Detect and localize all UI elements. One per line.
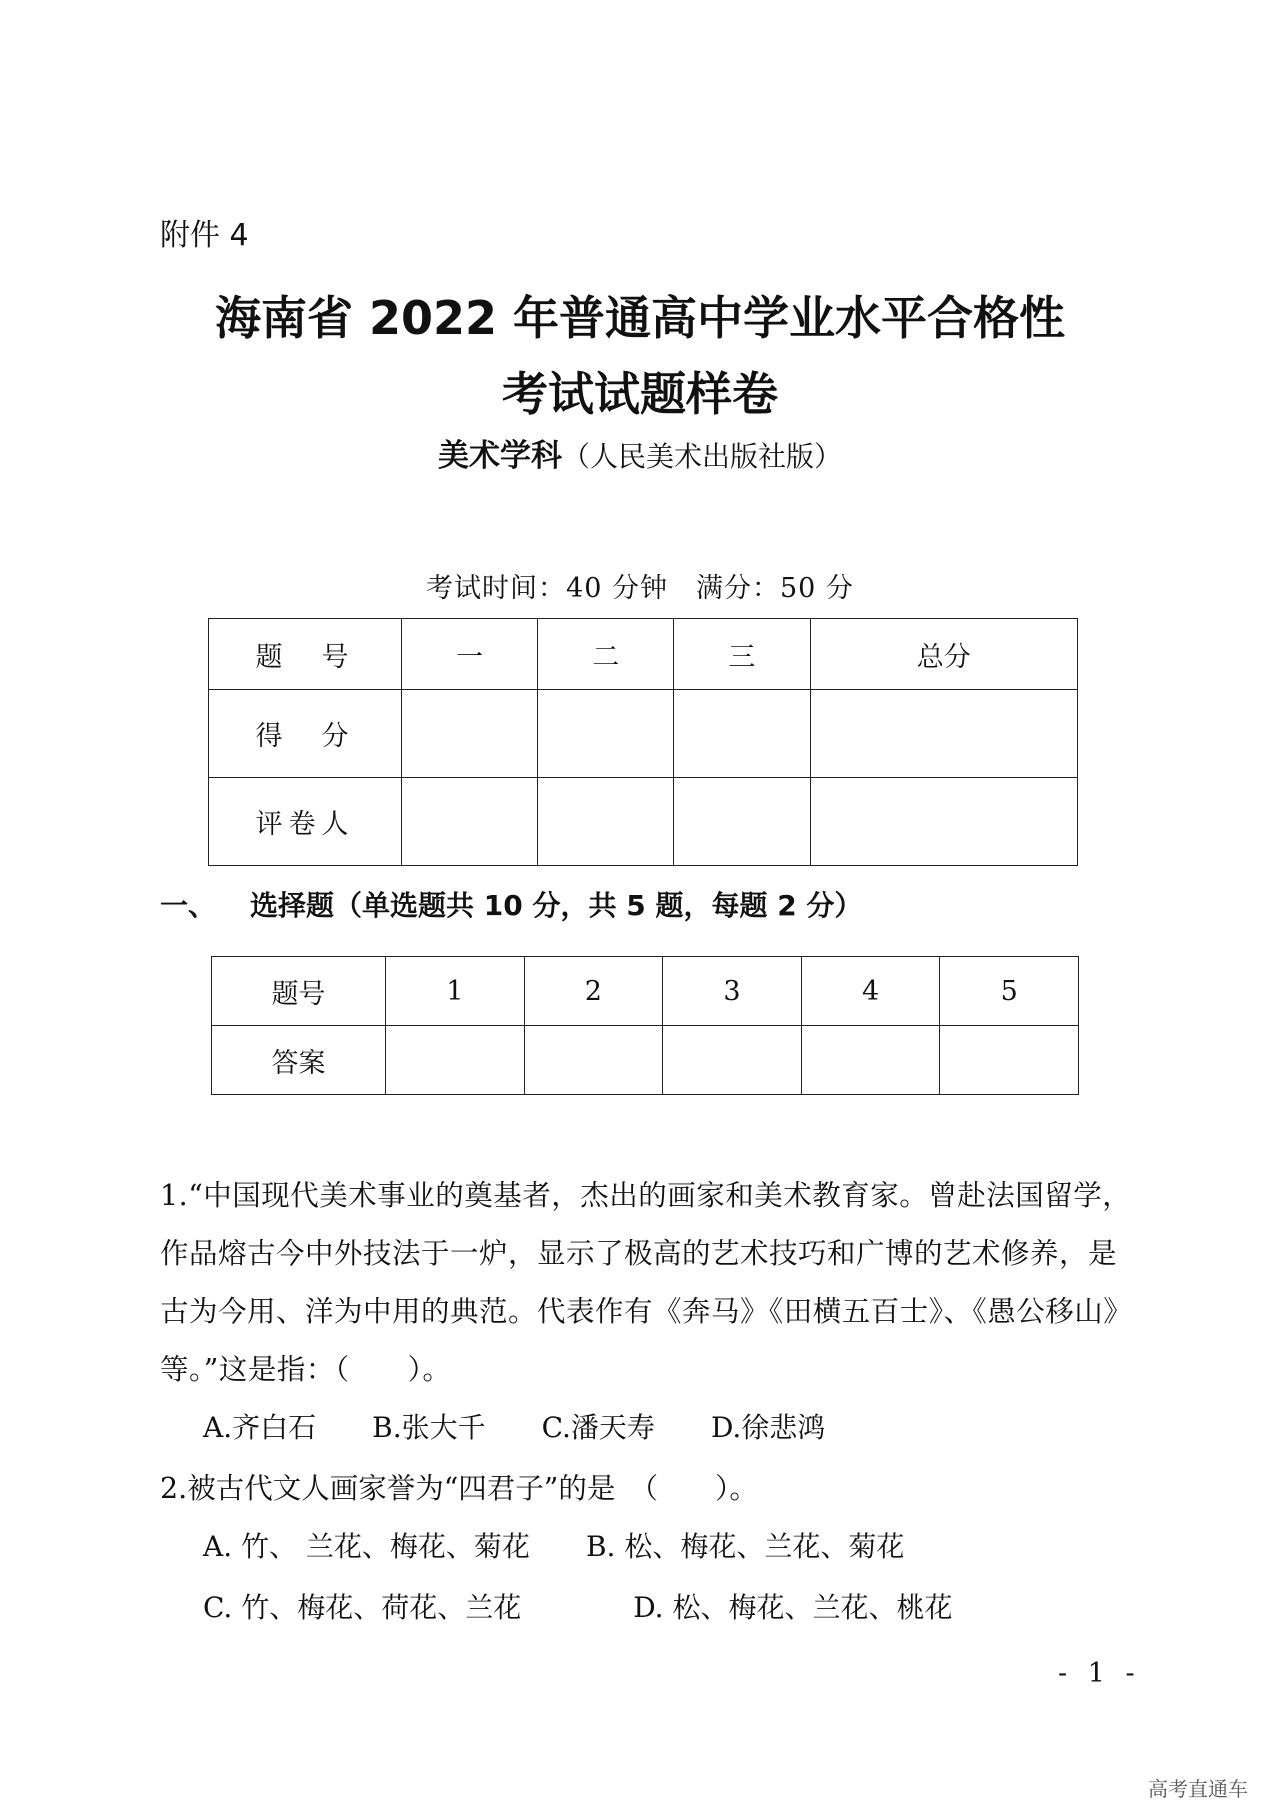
attachment-label: 附件 4 xyxy=(160,218,249,253)
option: A.齐白石 xyxy=(203,1411,317,1444)
question-2-options-row1 xyxy=(203,1525,904,1565)
answer-cell xyxy=(663,1026,802,1095)
answer-number-cell: 2 xyxy=(524,957,663,1026)
question-1-options xyxy=(203,1406,825,1446)
subject-name: 美术学科 xyxy=(437,438,562,474)
answer-table-row xyxy=(212,1026,1079,1095)
publisher-name: （人民美术出版社版） xyxy=(561,440,842,473)
score-header-cell: 三 xyxy=(674,619,810,690)
page-number: - 1 - xyxy=(1058,1658,1141,1689)
score-header-cell: 题 号 xyxy=(209,619,402,690)
score-header-cell: 一 xyxy=(402,619,538,690)
option: B.张大千 xyxy=(372,1411,486,1444)
question-2-text: 2.被古代文人画家誉为“四君子”的是 （ ）。 xyxy=(160,1472,758,1505)
score-table-row xyxy=(209,778,1078,866)
score-row-label: 评卷人 xyxy=(209,778,402,866)
answer-cell xyxy=(386,1026,525,1095)
answer-cell xyxy=(801,1026,940,1095)
score-cell xyxy=(674,690,810,778)
answer-number-cell: 5 xyxy=(940,957,1079,1026)
exam-info: 考试时间：40 分钟 满分：50 分 xyxy=(426,573,854,604)
answer-table-header-row xyxy=(212,957,1079,1026)
answer-number-cell: 1 xyxy=(386,957,525,1026)
option: D.徐悲鸿 xyxy=(710,1411,826,1444)
answer-table xyxy=(211,956,1079,1095)
page-title-line1: 海南省 2022 年普通高中学业水平合格性 xyxy=(214,291,1066,345)
question-1-text: 1.“中国现代美术事业的奠基者，杰出的画家和美术教育家。曾赴法国留学，作品熔古今中外技法于一炉，显示了极高的艺术技巧和广博的艺术修养，是古为今用、洋为中用的典范。代表作有《奔马》《田横五百士》、《愚公移山》等。”这是指：（ ）。 xyxy=(160,1179,1133,1386)
option: D. 松、梅花、兰花、桃花 xyxy=(633,1591,953,1624)
option: C. 竹、梅花、荷花、兰花 xyxy=(203,1591,522,1624)
score-table xyxy=(208,618,1078,866)
answer-number-cell: 4 xyxy=(801,957,940,1026)
option: B. 松、梅花、兰花、菊花 xyxy=(585,1530,905,1563)
option: C.潘天寿 xyxy=(541,1411,655,1444)
option: A. 竹、 兰花、梅花、菊花 xyxy=(203,1530,530,1563)
score-row-label: 得 分 xyxy=(209,690,402,778)
score-header-cell: 二 xyxy=(538,619,674,690)
watermark: 高考直通车 xyxy=(1148,1777,1248,1801)
score-header-cell: 总分 xyxy=(810,619,1077,690)
score-cell xyxy=(810,690,1077,778)
section-heading xyxy=(160,884,862,924)
page-title-line2: 考试试题样卷 xyxy=(502,367,778,421)
section-title: 选择题（单选题共 10 分，共 5 题，每题 2 分） xyxy=(250,889,863,922)
answer-header-label: 题号 xyxy=(212,957,386,1026)
answer-row-label: 答案 xyxy=(212,1026,386,1095)
answer-cell xyxy=(524,1026,663,1095)
score-table-row xyxy=(209,690,1078,778)
subject-line xyxy=(0,430,1280,475)
answer-number-cell: 3 xyxy=(663,957,802,1026)
score-cell xyxy=(402,778,538,866)
score-table-header-row xyxy=(209,619,1078,690)
score-cell xyxy=(674,778,810,866)
score-cell xyxy=(538,690,674,778)
score-cell xyxy=(810,778,1077,866)
score-cell xyxy=(402,690,538,778)
question-2-options-row2 xyxy=(203,1586,953,1626)
answer-cell xyxy=(940,1026,1079,1095)
score-cell xyxy=(538,778,674,866)
section-number: 一、 xyxy=(160,889,217,922)
